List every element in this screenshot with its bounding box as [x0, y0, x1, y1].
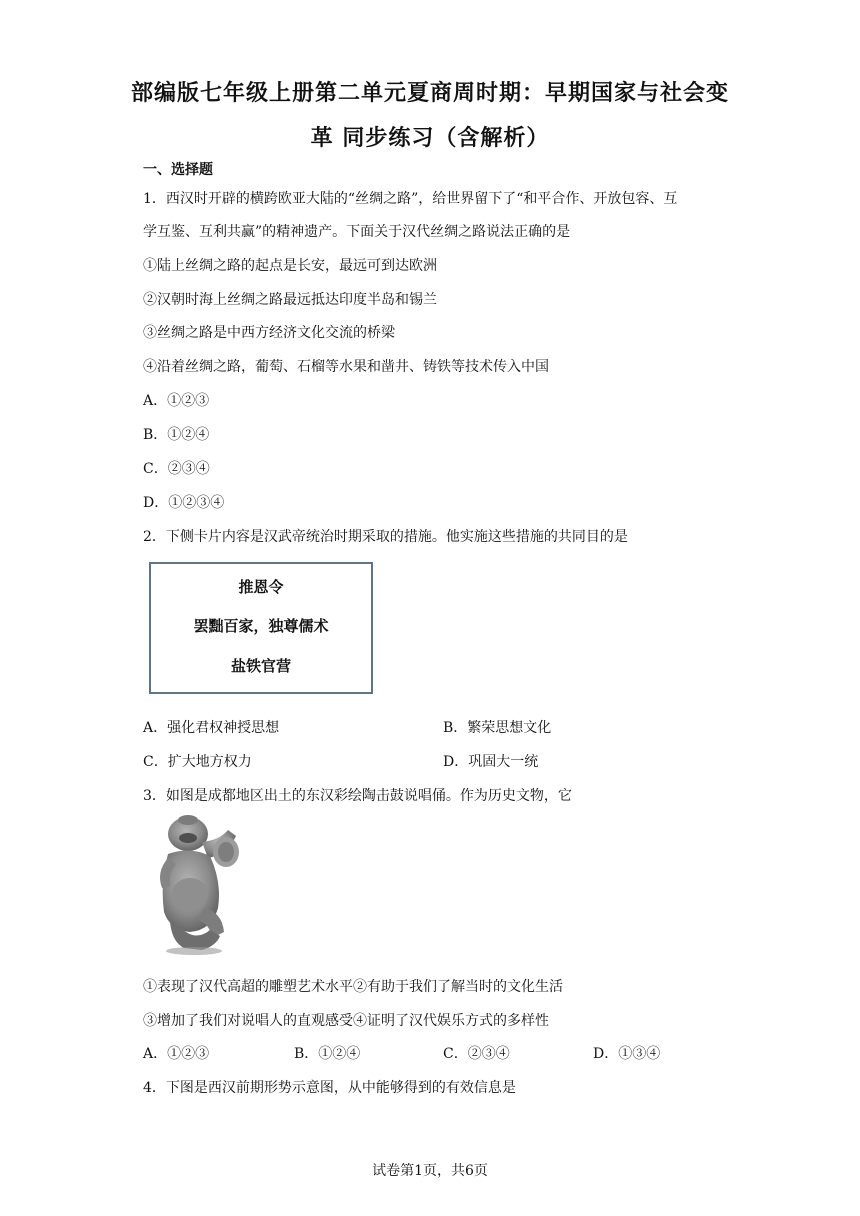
q3-option-b[interactable]: B．①②④	[294, 1046, 361, 1062]
q1-option-c[interactable]: C．②③④	[143, 461, 210, 477]
q1-item-1: ①陆上丝绸之路的起点是长安，最远可到达欧洲	[143, 258, 437, 274]
card-line-2: 罢黜百家，独尊儒术	[193, 617, 329, 635]
q3-option-a[interactable]: A．①②③	[143, 1046, 210, 1062]
page-title-line1: 部编版七年级上册第二单元夏商周时期：早期国家与社会变	[130, 81, 729, 106]
q3-item-1: ①表现了汉代高超的雕塑艺术水平②有助于我们了解当时的文化生活	[143, 979, 563, 995]
drummer-figurine-image	[150, 812, 242, 956]
q3-stem: 3．如图是成都地区出土的东汉彩绘陶击鼓说唱俑。作为历史文物，它	[143, 788, 572, 804]
card-line-1: 推恩令	[238, 578, 284, 596]
q3-option-d[interactable]: D．①③④	[593, 1046, 661, 1062]
page-title-line2: 革 同步练习（含解析）	[310, 126, 550, 151]
q4-stem: 4．下图是西汉前期形势示意图，从中能够得到的有效信息是	[143, 1080, 516, 1096]
section-heading: 一、选择题	[143, 162, 213, 178]
q2-option-a[interactable]: A．强化君权神授思想	[143, 720, 280, 736]
page-footer: 试卷第1页，共6页	[372, 1163, 488, 1179]
q2-stem: 2．下侧卡片内容是汉武帝统治时期采取的措施。他实施这些措施的共同目的是	[143, 529, 628, 545]
q1-item-2: ②汉朝时海上丝绸之路最远抵达印度半岛和锡兰	[143, 292, 437, 308]
measures-card	[149, 562, 373, 694]
q3-item-2: ③增加了我们对说唱人的直观感受④证明了汉代娱乐方式的多样性	[143, 1013, 549, 1029]
q1-option-d[interactable]: D．①②③④	[143, 495, 225, 511]
card-line-3: 盐铁官营	[230, 657, 291, 675]
q2-option-b[interactable]: B．繁荣思想文化	[443, 720, 552, 736]
q1-option-a[interactable]: A．①②③	[143, 393, 210, 409]
q1-stem-line1: 1．西汉时开辟的横跨欧亚大陆的“丝绸之路”，给世界留下了“和平合作、开放包容、互	[143, 191, 678, 207]
q2-option-d[interactable]: D．巩固大一统	[443, 754, 539, 770]
q1-item-4: ④沿着丝绸之路，葡萄、石榴等水果和凿井、铸铁等技术传入中国	[143, 359, 549, 375]
q1-stem-line2: 学互鉴、互利共赢”的精神遗产。下面关于汉代丝绸之路说法正确的是	[143, 224, 571, 240]
q2-option-c[interactable]: C．扩大地方权力	[143, 754, 252, 770]
q1-option-b[interactable]: B．①②④	[143, 427, 210, 443]
q1-item-3: ③丝绸之路是中西方经济文化交流的桥梁	[143, 325, 395, 341]
q3-option-c[interactable]: C．②③④	[443, 1046, 510, 1062]
